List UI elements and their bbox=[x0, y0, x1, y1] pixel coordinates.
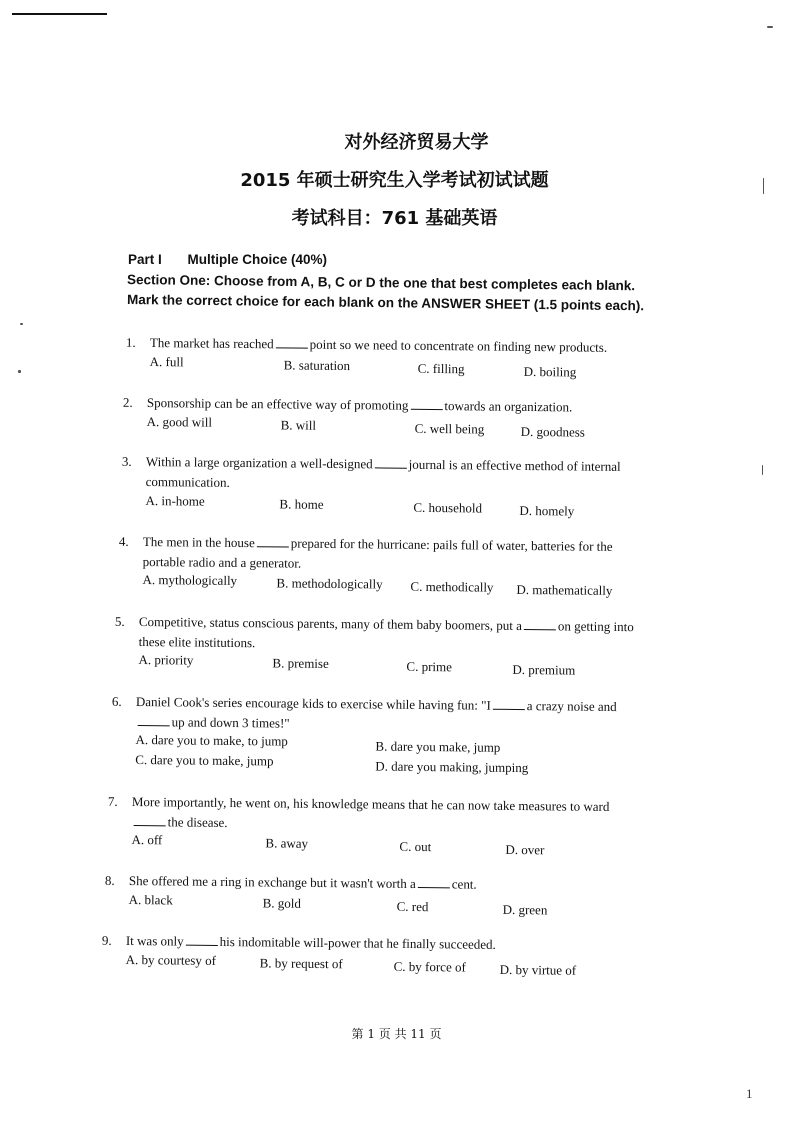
question-number: 5. bbox=[114, 613, 125, 629]
question-stem bbox=[146, 452, 652, 497]
answer-blank bbox=[410, 398, 442, 410]
scan-speck bbox=[18, 370, 21, 373]
question-number: 6. bbox=[111, 693, 122, 709]
question-5 bbox=[114, 612, 647, 678]
answer-blank bbox=[524, 618, 556, 630]
option-b: B. away bbox=[265, 835, 309, 851]
option-d: D. goodness bbox=[520, 423, 585, 440]
question-stem bbox=[150, 333, 650, 358]
stem-text: on getting into these elite institutions. bbox=[138, 618, 634, 651]
question-2 bbox=[122, 393, 647, 440]
option-c: C. well being bbox=[414, 420, 485, 437]
part-title: Multiple Choice (40%) bbox=[187, 252, 328, 267]
option-b: B. home bbox=[279, 496, 324, 512]
stem-text: journal is an effective method of internal communication. bbox=[145, 456, 621, 490]
stem-text: a crazy noise and bbox=[526, 698, 617, 715]
question-number: 8. bbox=[104, 872, 115, 888]
option-a: A. by courtesy of bbox=[125, 951, 217, 968]
question-number: 4. bbox=[118, 533, 129, 549]
question-stem bbox=[139, 612, 647, 657]
option-a: A. black bbox=[128, 891, 173, 908]
option-d: D. boiling bbox=[523, 363, 577, 380]
answer-blank bbox=[138, 714, 170, 726]
stem-text: More importantly, he went on, his knowledge means that he can now take measures to ward bbox=[131, 793, 610, 814]
stem-text: The men in the house bbox=[142, 533, 255, 551]
question-stem bbox=[147, 393, 647, 418]
option-b: B. dare you make, jump bbox=[375, 738, 501, 755]
option-c: C. red bbox=[396, 898, 429, 915]
option-c: C. methodically bbox=[410, 578, 494, 595]
stem-text: towards an organization. bbox=[444, 398, 573, 415]
question-number: 3. bbox=[121, 453, 132, 469]
question-stem bbox=[132, 792, 642, 837]
option-d: D. mathematically bbox=[516, 581, 613, 598]
corner-mark: 1 bbox=[746, 1086, 753, 1101]
answer-blank bbox=[418, 876, 450, 888]
part-name: Part I bbox=[128, 252, 162, 267]
question-number: 2. bbox=[122, 394, 133, 410]
question-3 bbox=[121, 452, 652, 519]
option-c: C. prime bbox=[406, 658, 453, 675]
stem-text: Within a large organization a well-designed bbox=[145, 453, 373, 472]
stem-text: Sponsorship can be an effective way of promoting bbox=[146, 394, 409, 413]
exam-subject: 考试科目：761 基础英语 bbox=[291, 208, 498, 229]
question-8 bbox=[104, 871, 639, 918]
question-6 bbox=[111, 692, 646, 776]
answer-blank bbox=[276, 336, 308, 348]
exam-title: 2015 年硕士研究生入学考试初试试题 bbox=[240, 170, 549, 191]
stem-text: up and down 3 times!" bbox=[171, 714, 290, 731]
stem-text: his indomitable will-power that he finally succeeded. bbox=[219, 933, 496, 952]
option-a: A. mythologically bbox=[142, 571, 238, 588]
stem-text: Competitive, status conscious parents, many of them baby boomers, put a bbox=[138, 613, 523, 634]
option-a: A. dare you to make, to jump bbox=[135, 731, 288, 749]
option-d: D. over bbox=[505, 841, 545, 858]
option-a: A. full bbox=[149, 353, 184, 370]
stem-text: point so we need to concentrate on finding new products. bbox=[309, 336, 608, 355]
option-d: D. green bbox=[502, 901, 548, 918]
stem-text: She offered me a ring in exchange but it wasn't worth a bbox=[128, 872, 416, 892]
answer-blank bbox=[134, 814, 166, 826]
stem-text: It was only bbox=[125, 932, 184, 949]
stem-text: the disease. bbox=[167, 814, 228, 831]
answer-blank bbox=[375, 456, 407, 468]
option-a: A. off bbox=[131, 831, 163, 848]
option-b: B. by request of bbox=[259, 955, 343, 972]
answer-blank bbox=[257, 535, 289, 547]
question-number: 7. bbox=[107, 793, 118, 809]
stem-text: cent. bbox=[451, 876, 477, 892]
part-heading bbox=[128, 252, 327, 267]
option-c: C. dare you to make, jump bbox=[135, 751, 274, 769]
question-number: 9. bbox=[101, 932, 112, 948]
question-9 bbox=[101, 931, 636, 978]
question-7 bbox=[107, 792, 642, 858]
option-a: A. in-home bbox=[145, 492, 205, 509]
option-d: D. premium bbox=[512, 661, 576, 678]
scan-speck bbox=[20, 323, 23, 325]
scan-edge-line bbox=[12, 13, 107, 15]
option-c: C. out bbox=[399, 838, 432, 855]
question-number: 1. bbox=[125, 334, 136, 350]
option-a: A. priority bbox=[138, 651, 194, 668]
question-stem bbox=[129, 871, 639, 896]
option-c: C. filling bbox=[417, 360, 465, 377]
option-c: C. by force of bbox=[393, 958, 466, 975]
scan-speck bbox=[767, 26, 773, 28]
option-b: B. saturation bbox=[283, 357, 351, 374]
section-instruction-line1: Section One: Choose from A, B, C or D the one that best completes each blank. bbox=[126, 272, 636, 294]
option-b: B. methodologically bbox=[276, 575, 383, 592]
answer-blank bbox=[186, 934, 218, 946]
option-d: D. by virtue of bbox=[499, 961, 577, 978]
option-b: B. gold bbox=[262, 895, 302, 911]
university-name: 对外经济贸易大学 bbox=[344, 132, 489, 153]
question-1 bbox=[125, 333, 650, 380]
option-d: D. homely bbox=[519, 502, 575, 519]
option-a: A. good will bbox=[146, 413, 213, 430]
option-d: D. dare you making, jumping bbox=[375, 758, 529, 776]
option-c: C. household bbox=[413, 499, 483, 516]
stem-text: Daniel Cook's series encourage kids to exercise while having fun: "I bbox=[135, 693, 491, 713]
scan-speck bbox=[762, 465, 763, 475]
stem-text: prepared for the hurricane: pails full of water, batteries for the portable radio and a generator. bbox=[142, 535, 613, 571]
stem-text: The market has reached bbox=[149, 334, 274, 352]
option-b: B. premise bbox=[272, 655, 329, 671]
question-4 bbox=[118, 532, 649, 598]
section-instruction-line2: Mark the correct choice for each blank on the ANSWER SHEET (1.5 points each). bbox=[126, 292, 645, 314]
option-b: B. will bbox=[280, 417, 317, 433]
answer-blank bbox=[493, 698, 525, 710]
page-footer: 第 1 页 共 11 页 bbox=[351, 1027, 442, 1041]
